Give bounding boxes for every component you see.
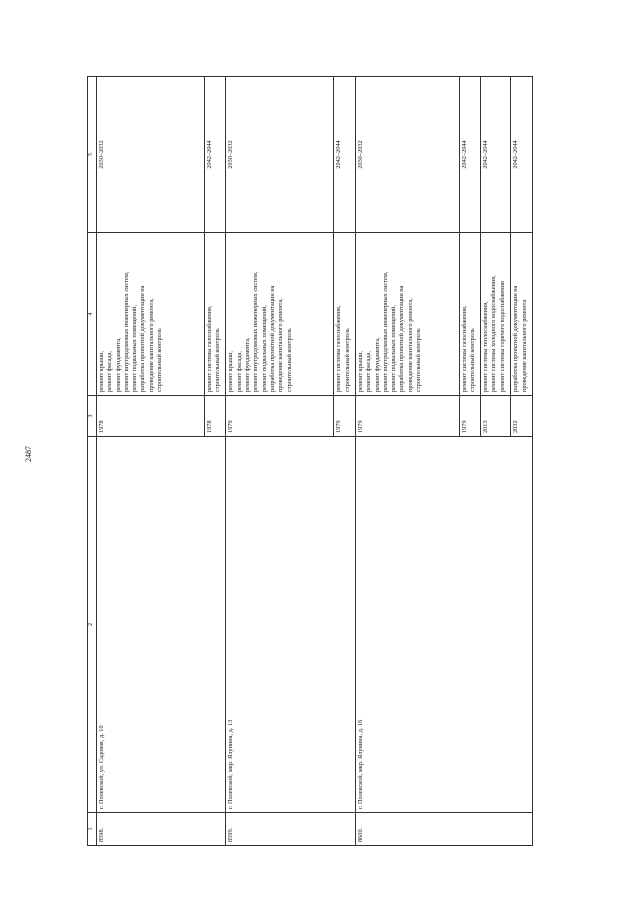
repair-period: 2030–2032: [97, 77, 205, 233]
work-item: строительный контроль: [415, 328, 423, 392]
repair-period: 2030–2032: [355, 77, 459, 233]
repair-period: 2042–2044: [459, 77, 481, 233]
entry-address: г. Полевской, мкр. Ялунина, д. 16: [355, 437, 532, 813]
capital-repair-table: [87, 76, 533, 846]
work-item: проведение капитального ремонта,: [406, 298, 414, 392]
work-list: [204, 233, 226, 396]
work-list: [481, 233, 511, 396]
page-number: 2487: [24, 446, 33, 462]
work-item: ремонт подвальных помещений,: [131, 305, 139, 392]
work-list: [459, 233, 481, 396]
work-list: [355, 233, 459, 396]
work-item: ремонт подвальных помещений,: [390, 305, 398, 392]
repair-period: 2042–2044: [334, 77, 356, 233]
repair-period: 2042–2044: [481, 77, 511, 233]
entry-address: г. Полевской, ул. Садовая, д. 10: [97, 437, 226, 813]
work-item: разработка проектной документации на: [139, 285, 147, 392]
construction-year: 1979: [334, 396, 356, 437]
table-row: [355, 77, 459, 846]
entry-number: 8599.: [226, 813, 355, 846]
header-col-4: 4: [88, 233, 97, 396]
header-col-1: 1: [88, 813, 97, 846]
work-item: ремонт крыши,: [227, 350, 235, 392]
construction-year: 1979: [459, 396, 481, 437]
construction-year: 2013: [481, 396, 511, 437]
work-item: ремонт подвальных помещений,: [260, 305, 268, 392]
work-item: ремонт фасада,: [235, 351, 243, 392]
work-item: ремонт внутридомовых инженерных систем,: [122, 271, 130, 392]
work-item: проведение капитального ремонта,: [147, 298, 155, 392]
work-item: ремонт внутридомовых инженерных систем,: [252, 271, 260, 392]
work-list: [511, 233, 533, 396]
work-item: ремонт крыши,: [98, 350, 105, 392]
work-item: ремонт крыши,: [356, 350, 364, 392]
entry-address: г. Полевской, мкр. Ялунина, д. 13: [226, 437, 355, 813]
work-item: ремонт фундамента,: [373, 337, 381, 392]
work-item: разработка проектной документации на: [268, 285, 276, 392]
work-item: строительный контроль: [214, 328, 222, 392]
work-item: ремонт фасада,: [365, 351, 373, 392]
work-item: строительный контроль: [156, 328, 164, 392]
construction-year: 1979: [355, 396, 459, 437]
repair-period: 2042–2044: [511, 77, 533, 233]
work-item: строительный контроль: [468, 328, 476, 392]
work-item: разработка проектной документации на: [398, 285, 406, 392]
rotated-table-container: [87, 82, 533, 846]
header-col-2: 2: [88, 437, 97, 813]
work-item: разработка проектной документации на: [512, 285, 520, 392]
work-list: [334, 233, 356, 396]
work-item: ремонт системы горячего водоснабжения: [498, 281, 506, 392]
work-item: ремонт системы газоснабжения,: [335, 305, 343, 392]
construction-year: 1979: [226, 396, 334, 437]
work-item: проведение капитального ремонта,: [277, 298, 285, 392]
construction-year: 2032: [511, 396, 533, 437]
work-item: ремонт внутридомовых инженерных систем,: [381, 271, 389, 392]
header-row: [88, 77, 97, 846]
entry-number: 8598.: [97, 813, 226, 846]
repair-period: 2042–2044: [204, 77, 226, 233]
work-item: строительный контроль: [285, 328, 293, 392]
construction-year: 1978: [204, 396, 226, 437]
repair-period: 2030–2032: [226, 77, 334, 233]
work-item: ремонт системы холодного водоснабжения,: [490, 275, 498, 392]
work-list: [97, 233, 205, 396]
entry-number: 8600.: [355, 813, 532, 846]
header-col-5: 5: [88, 77, 97, 233]
work-item: строительный контроль: [343, 328, 351, 392]
work-item: ремонт системы газоснабжения,: [205, 305, 213, 392]
header-col-3: 3: [88, 396, 97, 437]
work-list: [226, 233, 334, 396]
table-row: [226, 77, 334, 846]
work-item: ремонт фасада,: [106, 351, 114, 392]
table-row: [97, 77, 205, 846]
work-item: ремонт системы газоснабжения,: [460, 305, 468, 392]
work-item: проведение капитального ремонта: [520, 299, 528, 392]
work-item: ремонт фундамента,: [244, 337, 252, 392]
work-item: ремонт системы теплоснабжения,: [482, 301, 490, 392]
construction-year: 1978: [97, 396, 205, 437]
work-item: ремонт фундамента,: [114, 337, 122, 392]
